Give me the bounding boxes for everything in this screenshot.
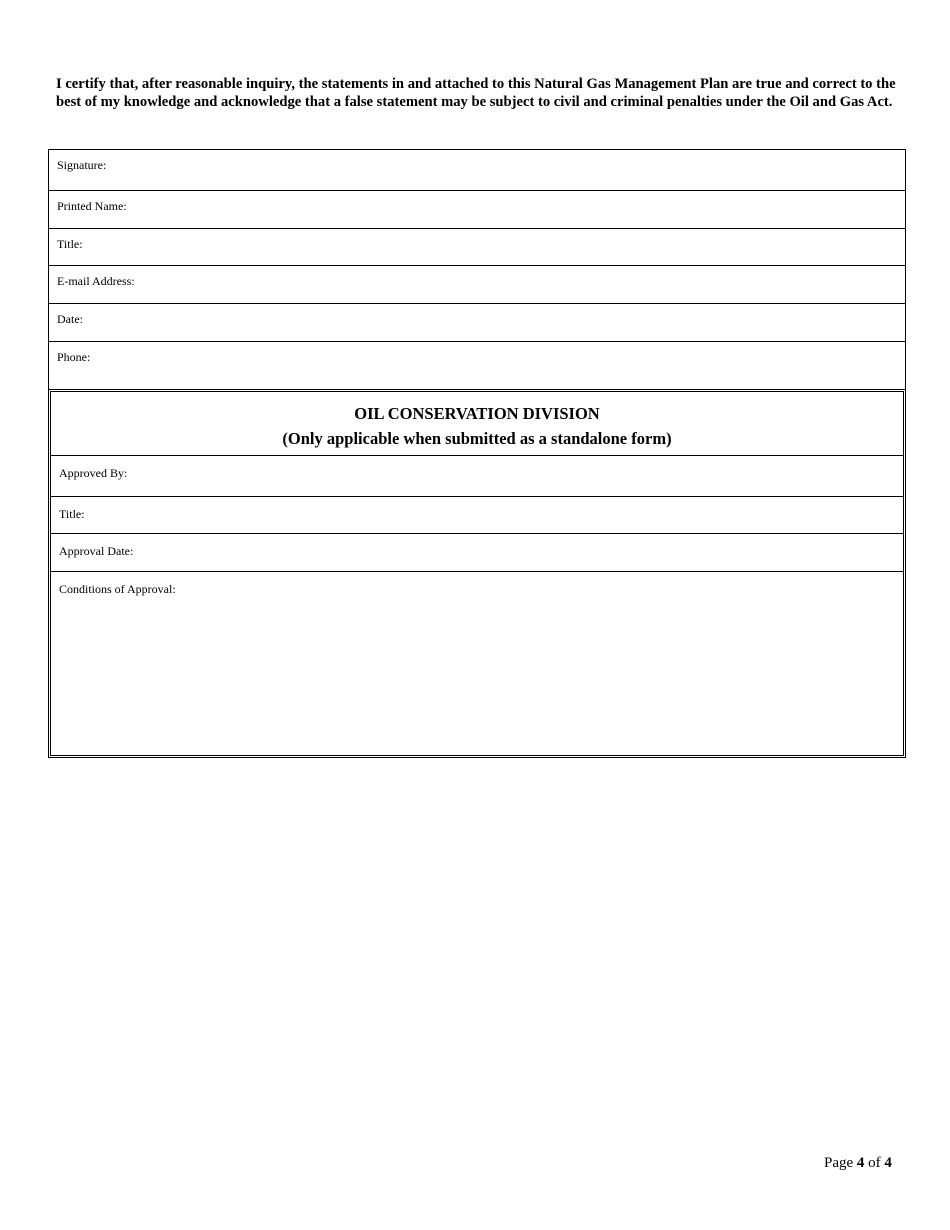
email-label: E-mail Address: xyxy=(57,274,135,288)
divider xyxy=(49,190,905,191)
approval-date-label: Approval Date: xyxy=(59,544,134,558)
divider xyxy=(51,571,903,572)
ocd-heading: OIL CONSERVATION DIVISION xyxy=(354,404,600,423)
ocd-title-label: Title: xyxy=(59,507,85,521)
page-total: 4 xyxy=(884,1155,892,1171)
approved-by-label: Approved By: xyxy=(59,466,128,480)
date-label: Date: xyxy=(57,312,83,326)
divider xyxy=(49,265,905,266)
page-prefix: Page xyxy=(824,1155,854,1171)
page-number xyxy=(824,1155,892,1172)
ocd-approval-section xyxy=(48,389,906,758)
phone-label: Phone: xyxy=(57,350,91,364)
page-of: of xyxy=(868,1155,881,1171)
printed-name-label: Printed Name: xyxy=(57,199,127,213)
divider xyxy=(51,533,903,534)
divider xyxy=(49,228,905,229)
page-current: 4 xyxy=(856,1155,865,1171)
certification-statement: I certify that, after reasonable inquiry, the statements in and attached to this Natural Gas Management Plan are true and correct to the best of my knowledge and acknowledge that a false statement may be subject to civil and criminal penalties under the Oil and Gas Act. xyxy=(56,76,896,110)
operator-signature-section xyxy=(48,149,906,390)
signature-label: Signature: xyxy=(57,158,107,172)
conditions-label: Conditions of Approval: xyxy=(59,582,176,596)
ocd-subheading: (Only applicable when submitted as a standalone form) xyxy=(282,429,672,448)
divider xyxy=(49,303,905,304)
divider xyxy=(49,341,905,342)
divider xyxy=(51,496,903,497)
divider xyxy=(51,455,903,456)
title-label: Title: xyxy=(57,237,83,251)
